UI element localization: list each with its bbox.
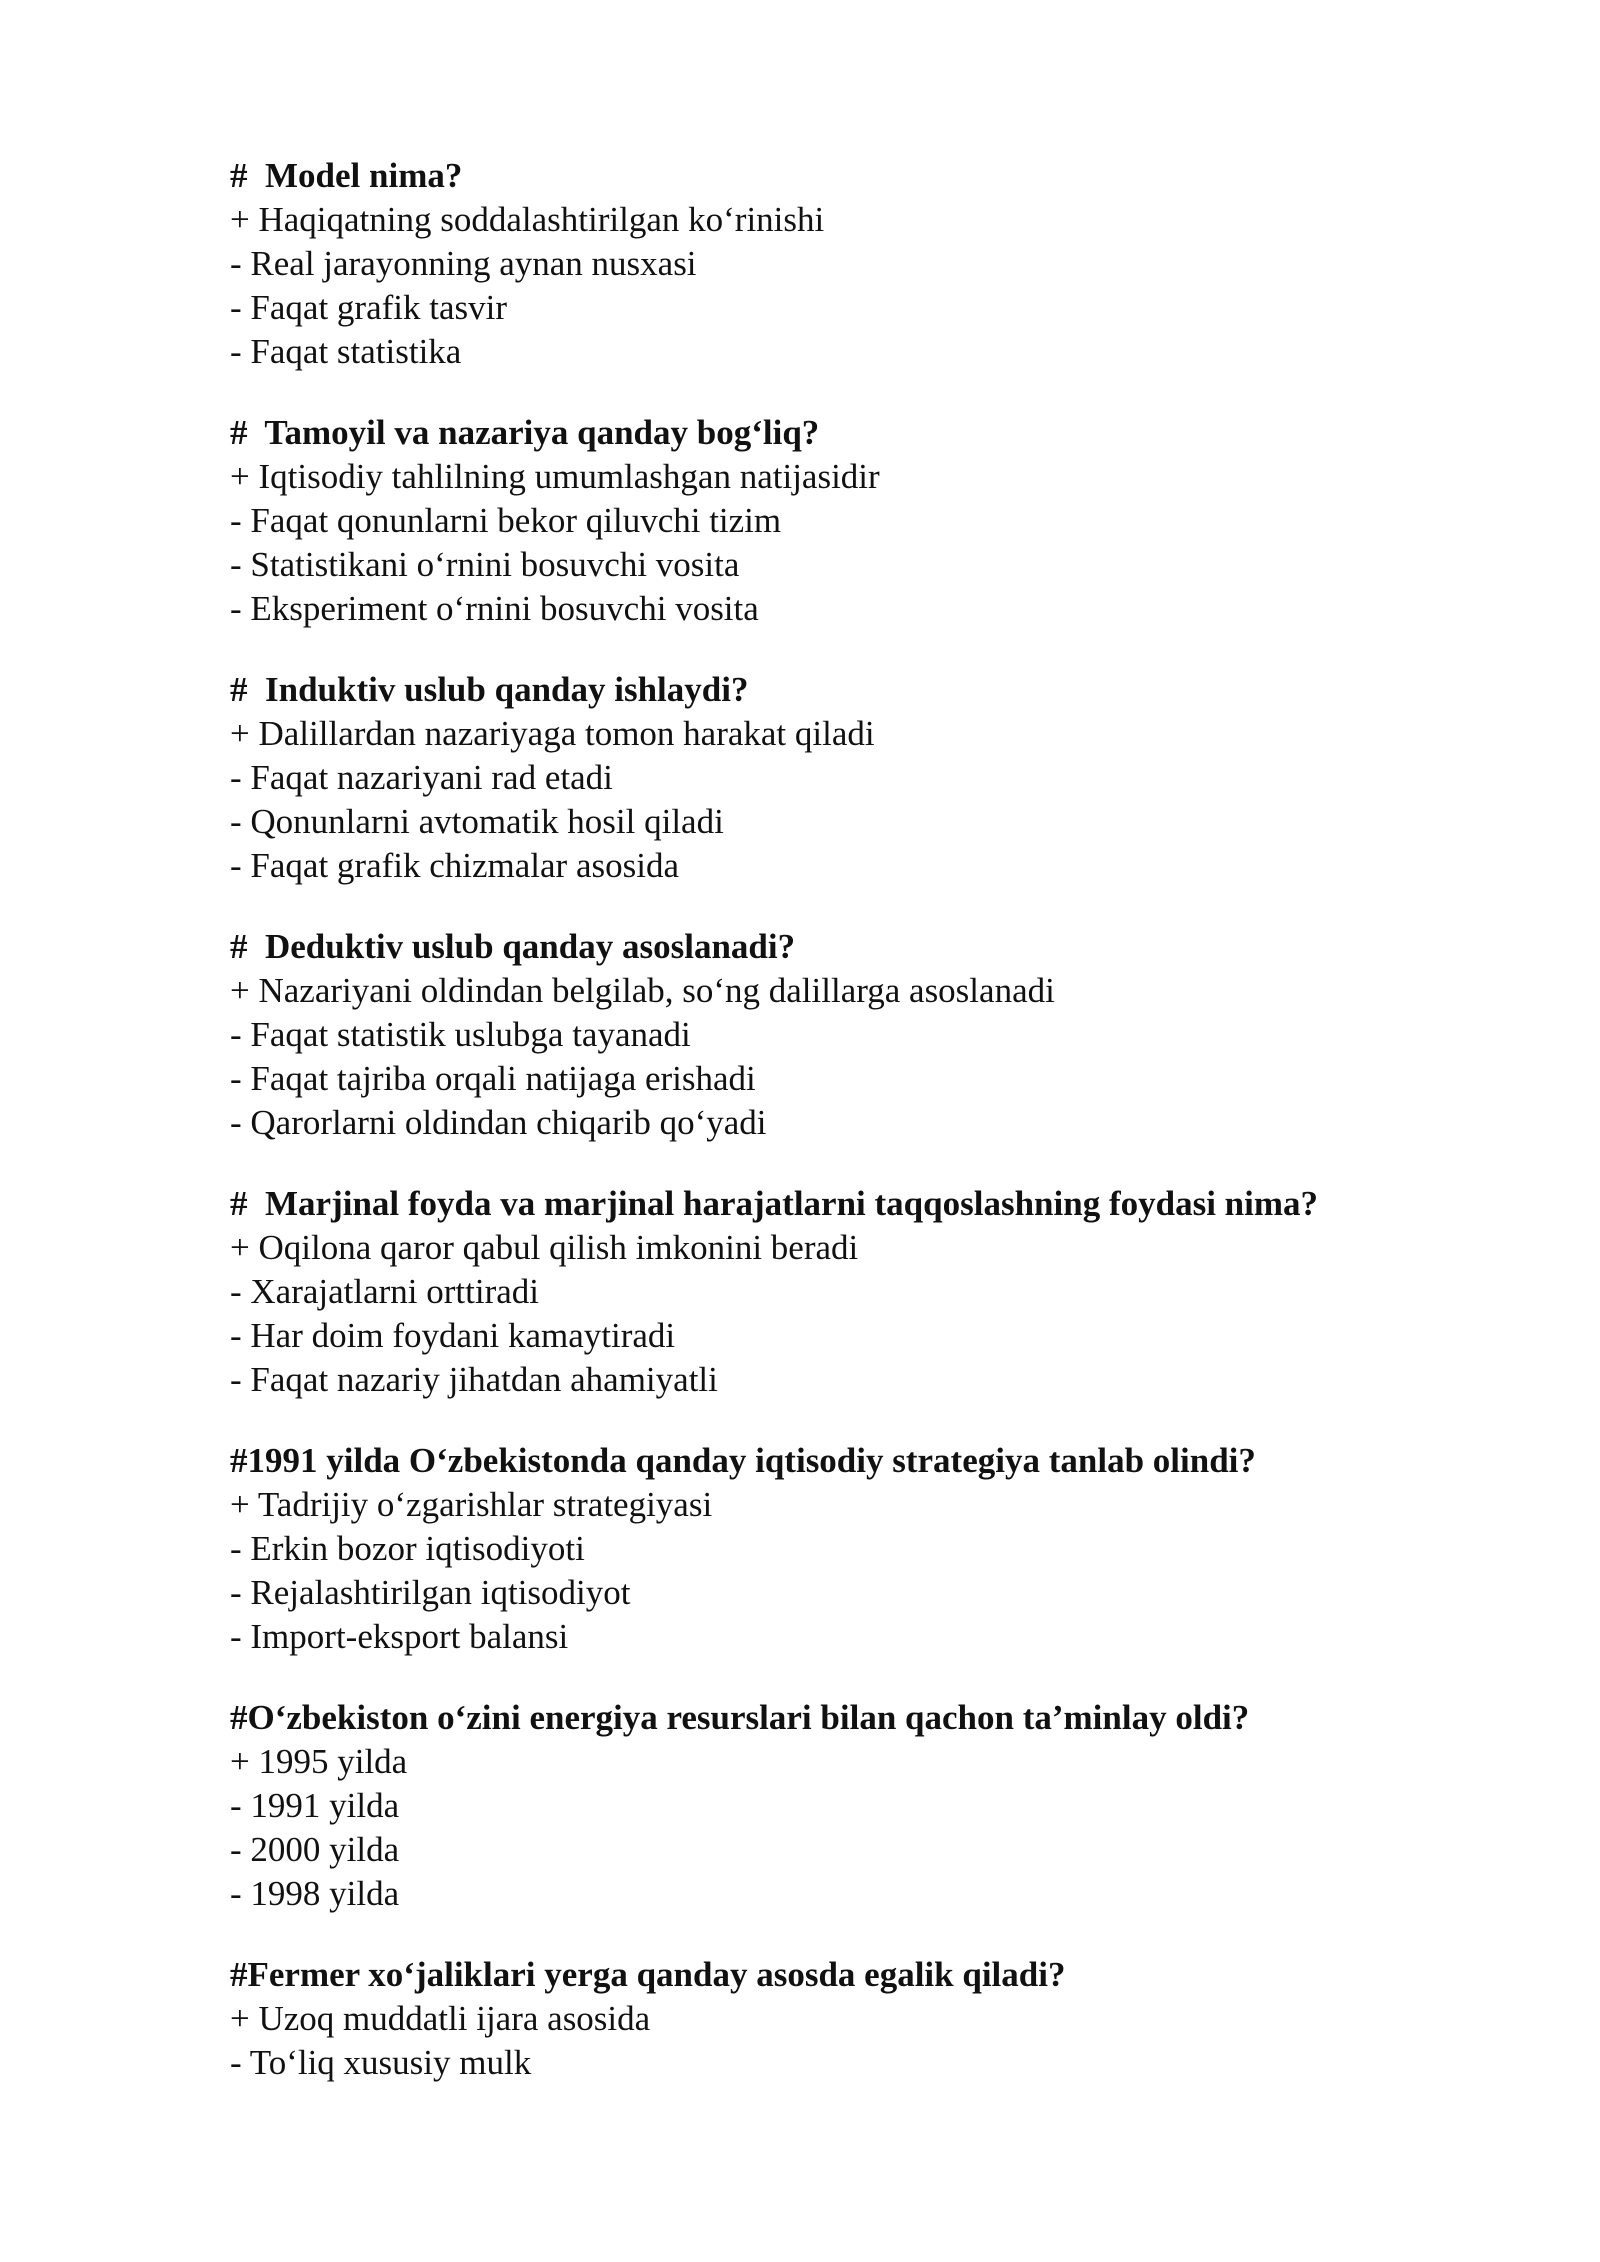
question-block bbox=[230, 1439, 1470, 1659]
question-title: #Fermer xo‘jaliklari yerga qanday asosda egalik qiladi? bbox=[230, 1955, 1066, 1994]
answer-option: + Iqtisodiy tahlilning umumlashgan natijasidir bbox=[230, 457, 880, 496]
answer-option: + Dalillardan nazariyaga tomon harakat qiladi bbox=[230, 714, 875, 753]
question-title: # Marjinal foyda va marjinal harajatlarni taqqoslashning foydasi nima? bbox=[230, 1184, 1319, 1223]
question-title: #O‘zbekiston o‘zini energiya resurslari bilan qachon ta’minlay oldi? bbox=[230, 1698, 1250, 1737]
answer-option: - 1991 yilda bbox=[230, 1786, 400, 1825]
spacer bbox=[230, 1145, 1470, 1182]
answer-option: - Rejalashtirilgan iqtisodiyot bbox=[230, 1573, 631, 1612]
answer-option: - Faqat grafik tasvir bbox=[230, 288, 507, 327]
answer-option: - Faqat statistika bbox=[230, 332, 462, 371]
spacer bbox=[230, 631, 1470, 668]
answer-option: - Qarorlarni oldindan chiqarib qo‘yadi bbox=[230, 1103, 767, 1142]
question-block bbox=[230, 1953, 1470, 2085]
answer-option: + Oqilona qaror qabul qilish imkonini beradi bbox=[230, 1228, 859, 1267]
answer-option: + Tadrijiy o‘zgarishlar strategiyasi bbox=[230, 1485, 713, 1524]
question-block bbox=[230, 925, 1470, 1145]
answer-option: - Xarajatlarni orttiradi bbox=[230, 1272, 540, 1311]
answer-option: - Erkin bozor iqtisodiyoti bbox=[230, 1529, 585, 1568]
answer-option: - Faqat grafik chizmalar asosida bbox=[230, 846, 679, 885]
answer-option: - Statistikani o‘rnini bosuvchi vosita bbox=[230, 545, 740, 584]
question-title: #1991 yilda O‘zbekistonda qanday iqtisodiy strategiya tanlab olindi? bbox=[230, 1441, 1256, 1480]
question-title: # Model nima? bbox=[230, 156, 463, 195]
answer-option: - Eksperiment o‘rnini bosuvchi vosita bbox=[230, 589, 759, 628]
question-block bbox=[230, 1182, 1470, 1402]
question-block bbox=[230, 1696, 1470, 1916]
question-block bbox=[230, 411, 1470, 631]
answer-option: + Uzoq muddatli ijara asosida bbox=[230, 1999, 651, 2038]
answer-option: - Qonunlarni avtomatik hosil qiladi bbox=[230, 802, 724, 841]
spacer bbox=[230, 374, 1470, 411]
question-title: # Tamoyil va nazariya qanday bog‘liq? bbox=[230, 413, 820, 452]
answer-option: + Haqiqatning soddalashtirilgan ko‘rinishi bbox=[230, 200, 825, 239]
question-block bbox=[230, 668, 1470, 888]
answer-option: - 2000 yilda bbox=[230, 1830, 400, 1869]
answer-option: - Faqat tajriba orqali natijaga erishadi bbox=[230, 1059, 756, 1098]
answer-option: - Faqat nazariyani rad etadi bbox=[230, 758, 613, 797]
spacer bbox=[230, 888, 1470, 925]
answer-option: - Faqat statistik uslubga tayanadi bbox=[230, 1015, 691, 1054]
answer-option: - 1998 yilda bbox=[230, 1874, 400, 1913]
answer-option: - Har doim foydani kamaytiradi bbox=[230, 1316, 676, 1355]
answer-option: - To‘liq xususiy mulk bbox=[230, 2043, 532, 2082]
answer-option: - Real jarayonning aynan nusxasi bbox=[230, 244, 697, 283]
answer-option: - Import-eksport balansi bbox=[230, 1617, 569, 1656]
answer-option: - Faqat qonunlarni bekor qiluvchi tizim bbox=[230, 501, 782, 540]
answer-option: - Faqat nazariy jihatdan ahamiyatli bbox=[230, 1360, 718, 1399]
spacer bbox=[230, 1659, 1470, 1696]
answer-option: + Nazariyani oldindan belgilab, so‘ng dalillarga asoslanadi bbox=[230, 971, 1055, 1010]
spacer bbox=[230, 1916, 1470, 1953]
question-block bbox=[230, 154, 1470, 374]
document-page bbox=[230, 154, 1470, 2085]
question-title: # Deduktiv uslub qanday asoslanadi? bbox=[230, 927, 796, 966]
spacer bbox=[230, 1402, 1470, 1439]
question-title: # Induktiv uslub qanday ishlaydi? bbox=[230, 670, 749, 709]
answer-option: + 1995 yilda bbox=[230, 1742, 408, 1781]
